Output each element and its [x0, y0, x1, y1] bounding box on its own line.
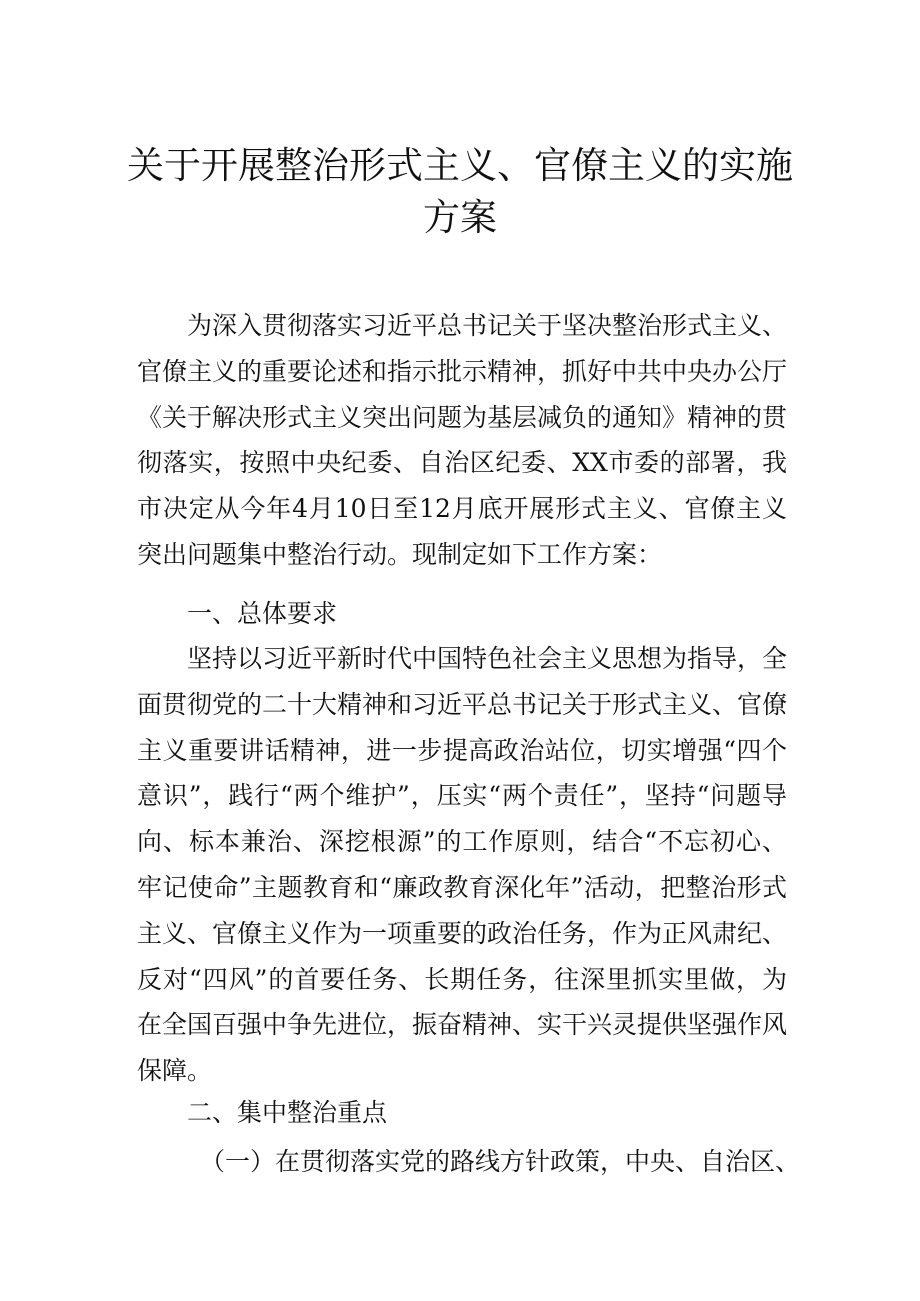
section-1-heading: 一、总体要求 [187, 599, 338, 628]
document-title [0, 140, 920, 244]
section-1-paragraph: 坚持以习近平新时代中国特色社会主义思想为指导，全面贯彻党的二十大精神和习近平总书记关于形式主义、官僚主义重要讲话精神，进一步提高政治站位，切实增强“四个意识”，践行“两个维护”，压实“两个责任”，坚持“问题导向、标本兼治、深挖根源”的工作原则，结合“不忘初心、牢记使命”主题教育和“廉政教育深化年”活动，把整治形式主义、官僚主义作为一项重要的政治任务，作为正风肃纪、反对“四风”的首要任务、长期任务，往深里抓实里做，为在全国百强中争先进位，振奋精神、实干兴灵提供坚强作风保障。 [137, 644, 788, 1086]
title-line-1: 关于开展整治形式主义、官僚主义的实施 [127, 144, 793, 187]
intro-paragraph: 为深入贯彻落实习近平总书记关于坚决整治形式主义、官僚主义的重要论述和指示批示精神，抓好中共中央办公厅《关于解决形式主义突出问题为基层减负的通知》精神的贯彻落实，按照中央纪委、自治区纪委、XX市委的部署，我市决定从今年4月10日至12月底开展形式主义、官僚主义突出问题集中整治行动。现制定如下工作方案： [137, 311, 788, 569]
section-2-heading: 二、集中整治重点 [187, 1098, 388, 1127]
section-2-item-1: （一）在贯彻落实党的路线方针政策，中央、自治区、 [200, 1147, 801, 1176]
title-line-2: 方案 [423, 196, 497, 239]
